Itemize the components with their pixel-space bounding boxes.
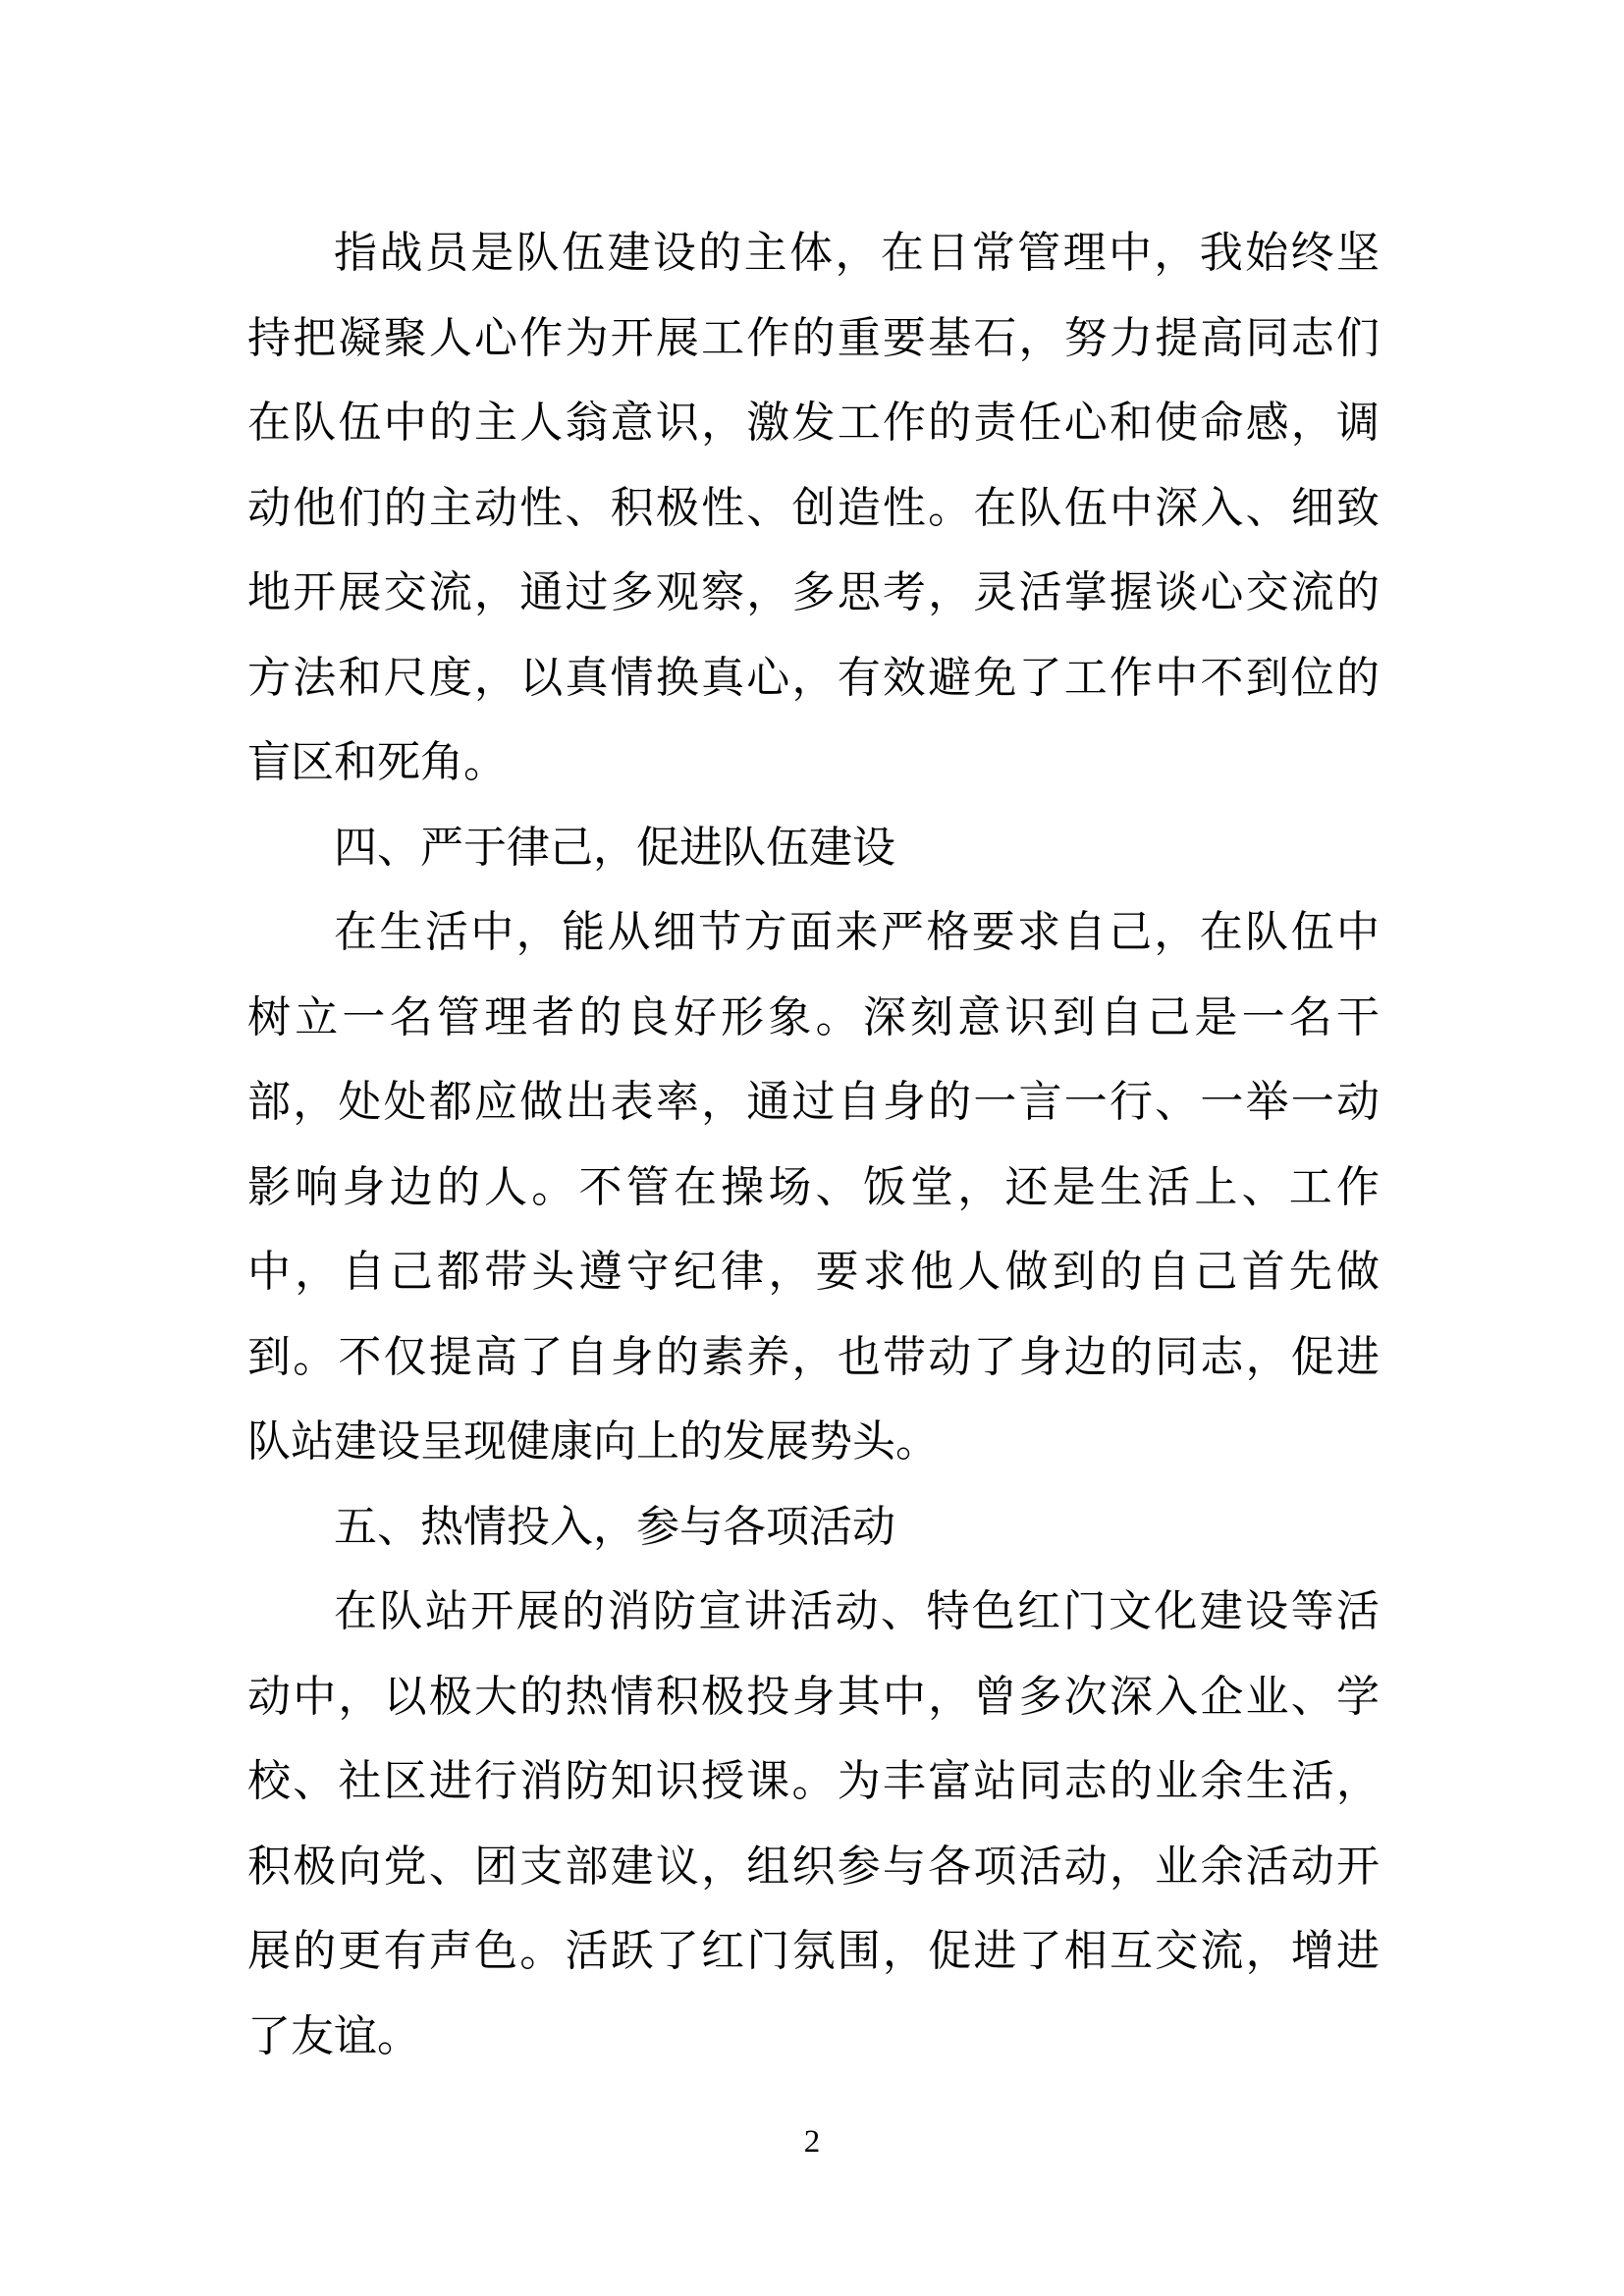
text-line: 地开展交流，通过多观察，多思考，灵活掌握谈心交流的 bbox=[247, 568, 1380, 616]
text-line: 动他们的主动性、积极性、创造性。在队伍中深入、细致 bbox=[247, 483, 1380, 532]
text-line: 了友谊。 bbox=[247, 2011, 420, 2060]
text-line: 在生活中，能从细节方面来严格要求自己，在队伍中 bbox=[334, 908, 1380, 956]
text-line: 校、社区进行消防知识授课。为丰富站同志的业余生活， bbox=[247, 1757, 1380, 1805]
text-line: 动中，以极大的热情积极投身其中，曾多次深入企业、学 bbox=[247, 1672, 1380, 1721]
text-line: 影响身边的人。不管在操场、饭堂，还是生活上、工作 bbox=[247, 1162, 1380, 1211]
text-line: 指战员是队伍建设的主体，在日常管理中，我始终坚 bbox=[334, 229, 1380, 277]
text-line: 方法和尺度，以真情换真心，有效避免了工作中不到位的 bbox=[247, 653, 1380, 702]
section-heading: 四、严于律己，促进队伍建设 bbox=[334, 823, 895, 872]
section-heading: 五、热情投入，参与各项活动 bbox=[334, 1502, 895, 1551]
text-line: 展的更有声色。活跃了红门氛围，促进了相互交流，增进 bbox=[247, 1927, 1380, 1975]
text-line: 队站建设呈现健康向上的发展势头。 bbox=[247, 1417, 939, 1466]
text-line: 到。不仅提高了自身的素养，也带动了身边的同志，促进 bbox=[247, 1332, 1380, 1381]
document-body bbox=[247, 211, 1380, 2079]
text-line: 部，处处都应做出表率，通过自身的一言一行、一举一动 bbox=[247, 1078, 1380, 1126]
text-line: 中，自己都带头遵守纪律，要求他人做到的自己首先做 bbox=[247, 1248, 1380, 1296]
page-number: 2 bbox=[803, 2124, 821, 2160]
text-line: 积极向党、团支部建议，组织参与各项活动，业余活动开 bbox=[247, 1842, 1380, 1891]
text-line: 盲区和死角。 bbox=[247, 738, 507, 786]
text-line: 持把凝聚人心作为开展工作的重要基石，努力提高同志们 bbox=[247, 313, 1380, 362]
text-line: 树立一名管理者的良好形象。深刻意识到自己是一名干 bbox=[247, 992, 1380, 1041]
text-line: 在队站开展的消防宣讲活动、特色红门文化建设等活 bbox=[334, 1587, 1380, 1635]
text-line: 在队伍中的主人翁意识，激发工作的责任心和使命感，调 bbox=[247, 399, 1380, 447]
